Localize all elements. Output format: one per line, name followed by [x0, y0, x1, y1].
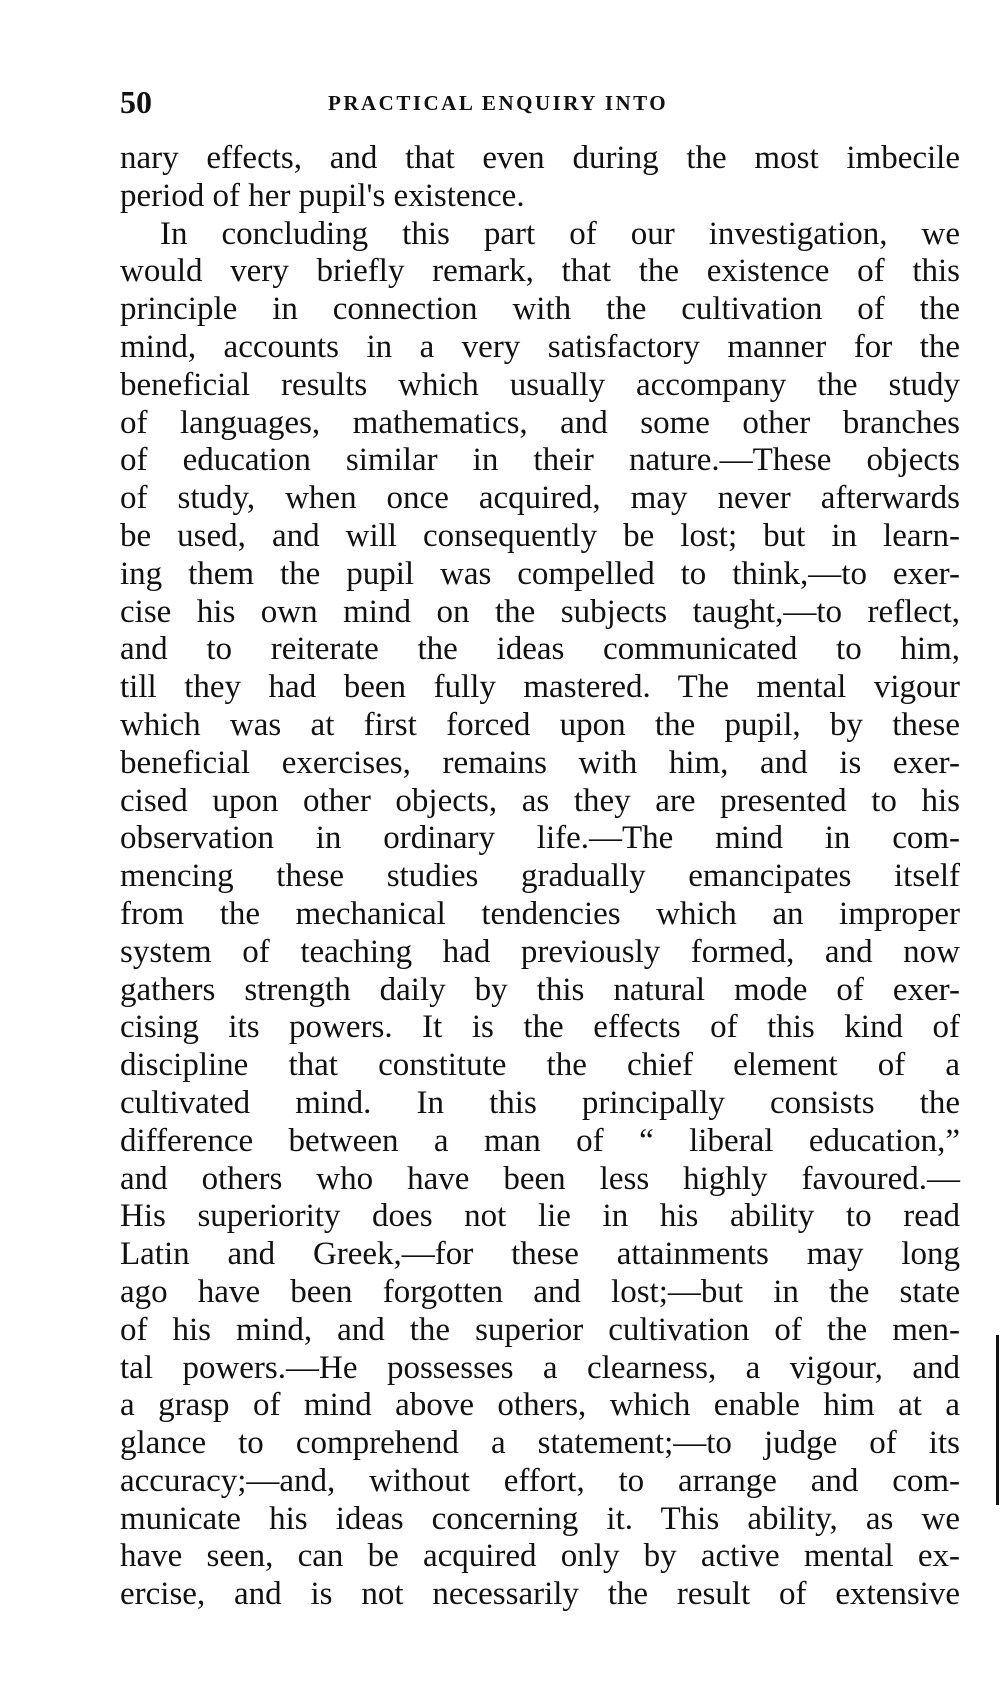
text-line: beneficial exercises, remains with him, and is exer-	[120, 744, 960, 781]
text-line: cising its powers. It is the effects of this kind of	[120, 1009, 960, 1046]
text-line: which was at first forced upon the pupil, by these	[120, 706, 960, 743]
text-line: cised upon other objects, as they are presented to his	[120, 782, 960, 819]
text-line: difference between a man of “ liberal education,”	[120, 1122, 960, 1159]
text-line: cise his own mind on the subjects taught,—to reflect,	[120, 593, 960, 630]
text-line: accuracy;—and, without effort, to arrange and com-	[120, 1462, 960, 1499]
text-line: gathers strength daily by this natural mode of exer-	[120, 971, 960, 1008]
text-line: ing them the pupil was compelled to think,—to exer-	[120, 555, 960, 592]
text-line: tal powers.—He possesses a clearness, a vigour, and	[120, 1349, 960, 1386]
text-line: be used, and will consequently be lost; but in learn-	[120, 517, 960, 554]
text-line: and others who have been less highly favoured.—	[120, 1160, 960, 1197]
running-title: PRACTICAL ENQUIRY INTO	[328, 91, 669, 115]
text-line: period of her pupil's existence.	[120, 177, 525, 214]
text-line: have seen, can be acquired only by active mental ex-	[120, 1538, 960, 1575]
text-line: of his mind, and the superior cultivation of the men-	[120, 1311, 960, 1348]
page-edge-mark	[996, 1335, 999, 1505]
text-line: of languages, mathematics, and some other branches	[120, 404, 960, 441]
paragraph-start-line: In concluding this part of our investigation, we	[160, 215, 960, 252]
text-line: till they had been fully mastered. The mental vigour	[120, 669, 960, 706]
text-line: would very briefly remark, that the existence of this	[120, 253, 960, 290]
text-line: ago have been forgotten and lost;—but in the state	[120, 1273, 960, 1310]
text-line: system of teaching had previously formed, and now	[120, 933, 960, 970]
page-number: 50	[120, 84, 152, 120]
text-line: discipline that constitute the chief element of a	[120, 1047, 960, 1084]
text-line: nary effects, and that even during the most imbecile	[120, 140, 960, 176]
text-line: mencing these studies gradually emancipates itself	[120, 858, 960, 895]
text-line: municate his ideas concerning it. This ability, as we	[120, 1500, 960, 1537]
text-line: glance to comprehend a statement;—to judge of its	[120, 1425, 960, 1462]
text-line: Latin and Greek,—for these attainments may long	[120, 1236, 960, 1273]
text-line: ercise, and is not necessarily the result of extensive	[120, 1576, 960, 1613]
text-line: cultivated mind. In this principally consists the	[120, 1084, 960, 1121]
text-line: mind, accounts in a very satisfactory manner for the	[120, 328, 960, 365]
text-line: beneficial results which usually accompany the study	[120, 366, 960, 403]
text-line: principle in connection with the cultivation of the	[120, 291, 960, 328]
text-line: a grasp of mind above others, which enable him at a	[120, 1387, 960, 1424]
text-line: of education similar in their nature.—These objects	[120, 442, 960, 479]
text-line: His superiority does not lie in his ability to read	[120, 1198, 960, 1235]
body-text	[120, 140, 960, 1614]
text-line: from the mechanical tendencies which an improper	[120, 895, 960, 932]
text-line: and to reiterate the ideas communicated to him,	[120, 631, 960, 668]
text-line: observation in ordinary life.—The mind in com-	[120, 820, 960, 857]
text-line: of study, when once acquired, may never afterwards	[120, 480, 960, 517]
page-header	[120, 82, 960, 122]
